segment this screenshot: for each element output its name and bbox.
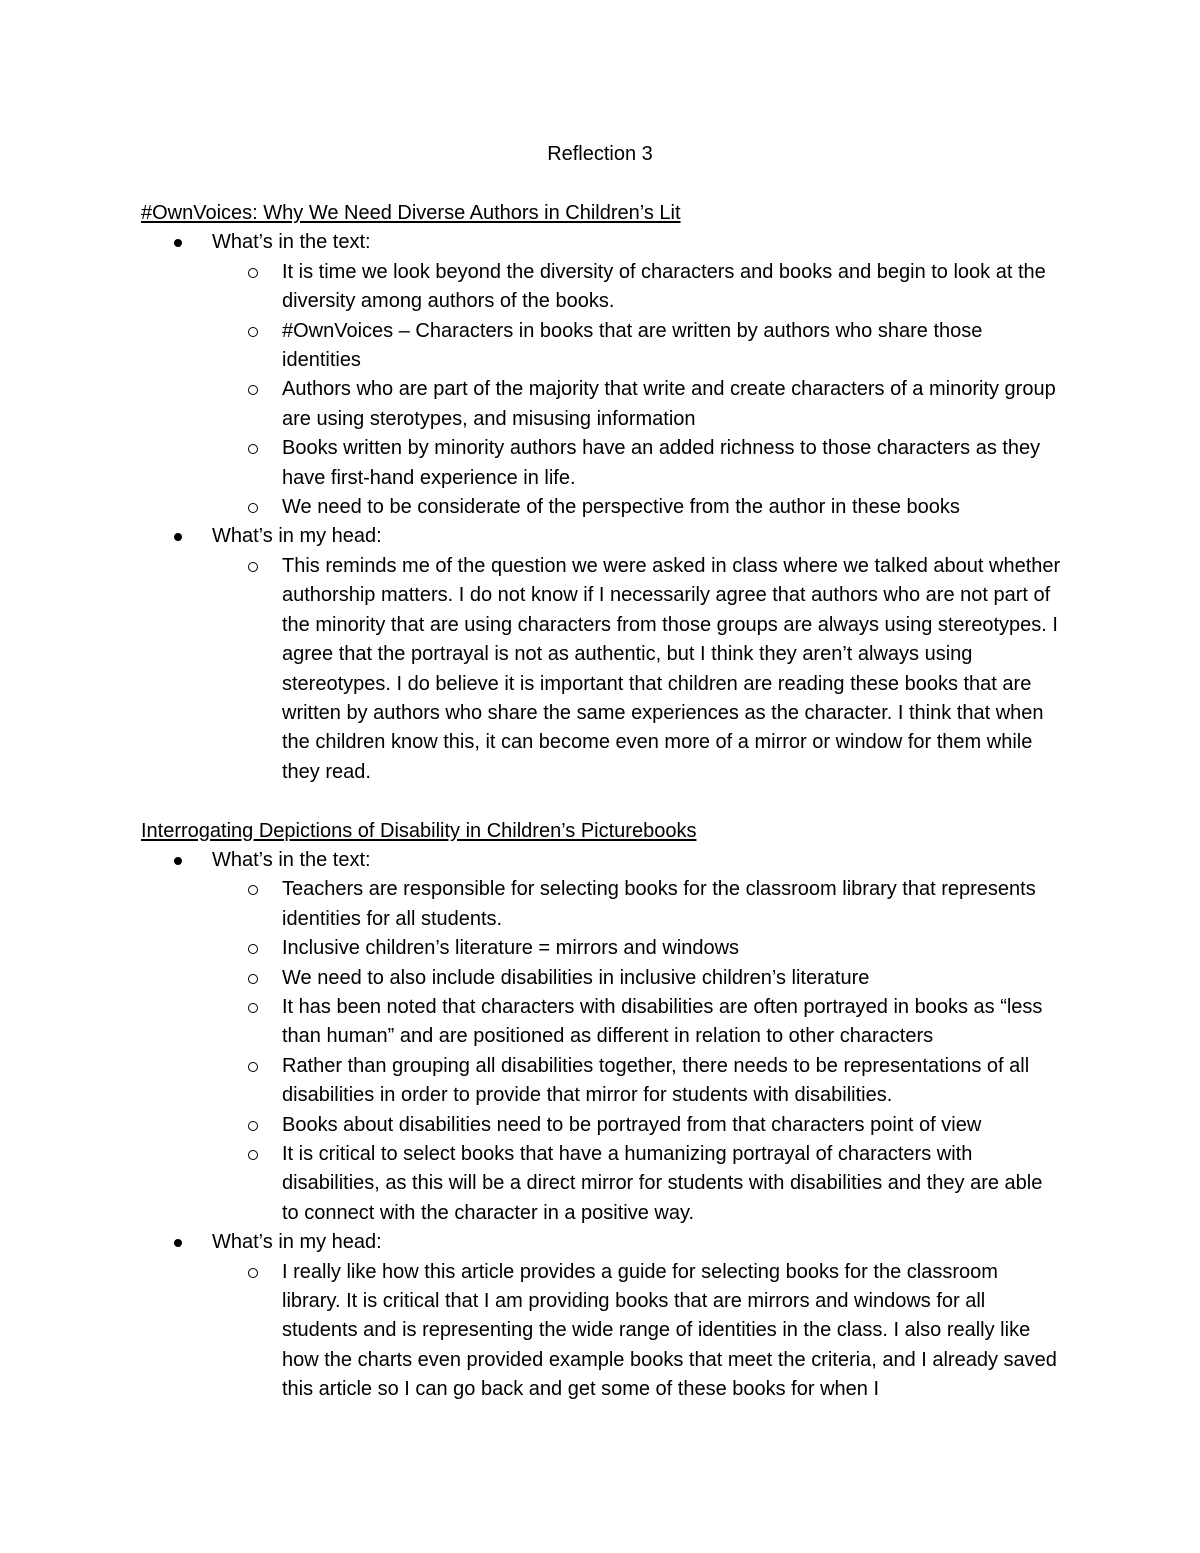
bullet-group-label: What’s in my head: [212, 1231, 382, 1254]
list-item [212, 1140, 1061, 1228]
hollow-bullet-icon [248, 885, 258, 895]
hollow-bullet-icon [248, 1268, 258, 1278]
filled-bullet-icon [174, 857, 182, 865]
hollow-bullet-icon [248, 385, 258, 395]
hollow-bullet-icon [248, 562, 258, 572]
bullet-group-label: What’s in the text: [212, 848, 371, 871]
list-item-text: #OwnVoices – Characters in books that are written by authors who share those identities [282, 319, 983, 372]
filled-bullet-icon [174, 533, 182, 541]
bullet-group-label: What’s in the text: [212, 231, 371, 254]
filled-bullet-icon [174, 1239, 182, 1247]
list-item-text: Rather than grouping all disabilities together, there needs to be representations of all disabilities in order to provide that mirror for students with disabilities. [282, 1054, 1030, 1107]
section-ownvoices [141, 199, 1061, 787]
hollow-bullet-icon [248, 503, 258, 513]
list-item-text: It is critical to select books that have a humanizing portrayal of characters with disabilities, as this will be a direct mirror for students with disabilities and they are able to connect with the character in a positive way. [282, 1142, 1043, 1224]
hollow-bullet-icon [248, 1121, 258, 1131]
hollow-bullet-icon [248, 1003, 258, 1013]
section-heading: Interrogating Depictions of Disability in Children’s Picturebooks [141, 819, 697, 842]
list-item [212, 993, 1061, 1052]
list-item-text: I really like how this article provides a guide for selecting books for the classroom library. It is critical that I am providing books that are mirrors and windows for all students and is representing the wide range of identities in the class. I also really like how the charts even provided example books that meet the criteria, and I already saved this article so I can go back and get some of these books for when I [282, 1260, 1057, 1401]
list-item-text: It is time we look beyond the diversity of characters and books and begin to look at the diversity among authors of the books. [282, 260, 1046, 313]
hollow-bullet-icon [248, 974, 258, 984]
list-item [212, 493, 1061, 522]
bullet-group-text [141, 846, 1061, 1228]
bullet-group-label: What’s in my head: [212, 525, 382, 548]
list-item-text: We need to also include disabilities in inclusive children’s literature [282, 966, 870, 989]
list-item [212, 375, 1061, 434]
bullet-group-head [141, 1228, 1061, 1404]
list-item [212, 1111, 1061, 1140]
list-item [212, 964, 1061, 993]
section-bullet-list [141, 228, 1061, 787]
list-item-text: This reminds me of the question we were asked in class where we talked about whether authorship matters. I do not know if I necessarily agree that authors who are not part of the minority that are using characters from those groups are always using stereotypes. I agree that the portrayal is not as authentic, but I think they aren’t always using stereotypes. I do believe it is important that children are reading these books that are written by authors who share the same experiences as the character. I think that when the children know this, it can become even more of a mirror or window for them while they read. [282, 554, 1061, 783]
sub-bullet-list [212, 875, 1061, 1228]
list-item-text: Books about disabilities need to be portrayed from that characters point of view [282, 1113, 982, 1136]
list-item-text: It has been noted that characters with disabilities are often portrayed in books as “less than human” and are positioned as different in relation to other characters [282, 995, 1043, 1048]
hollow-bullet-icon [248, 1150, 258, 1160]
hollow-bullet-icon [248, 444, 258, 454]
list-item [212, 934, 1061, 963]
hollow-bullet-icon [248, 268, 258, 278]
list-item-text: Books written by minority authors have an added richness to those characters as they have first-hand experience in life. [282, 437, 1041, 489]
list-item-text: Teachers are responsible for selecting books for the classroom library that represents identities for all students. [282, 878, 1036, 930]
list-item [212, 317, 1061, 376]
list-item [212, 1052, 1061, 1111]
sub-bullet-list [212, 552, 1061, 787]
document-body [141, 199, 1061, 1405]
sub-bullet-list [212, 1258, 1061, 1405]
list-item-text: We need to be considerate of the perspective from the author in these books [282, 496, 960, 519]
list-item [212, 875, 1061, 934]
hollow-bullet-icon [248, 1062, 258, 1072]
hollow-bullet-icon [248, 944, 258, 954]
list-item [212, 434, 1061, 493]
list-item-text: Authors who are part of the majority that write and create characters of a minority group are using sterotypes, and misusing information [282, 378, 1056, 430]
list-item [212, 258, 1061, 317]
section-heading: #OwnVoices: Why We Need Diverse Authors in Children’s Lit [141, 202, 681, 224]
section-disability [141, 817, 1061, 1405]
section-bullet-list [141, 846, 1061, 1405]
hollow-bullet-icon [248, 327, 258, 337]
sub-bullet-list [212, 258, 1061, 523]
document-title: Reflection 3 [547, 143, 653, 165]
list-item-text: Inclusive children’s literature = mirrors and windows [282, 937, 740, 960]
filled-bullet-icon [174, 239, 182, 247]
bullet-group-head [141, 522, 1061, 787]
bullet-group-text [141, 228, 1061, 522]
list-item [212, 552, 1061, 787]
list-item [212, 1258, 1061, 1405]
